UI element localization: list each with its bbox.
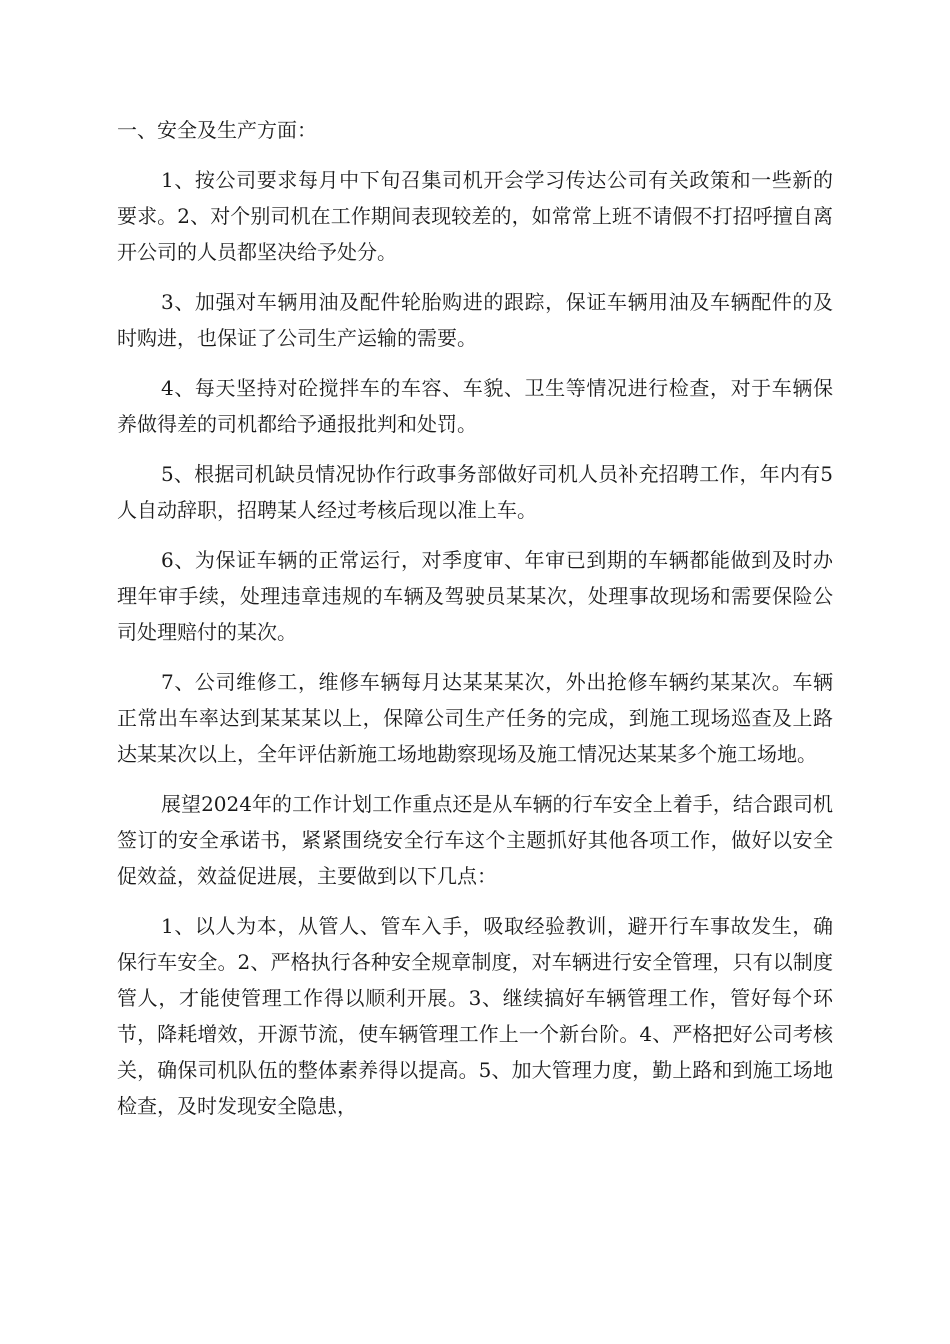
paragraph-1: 1、按公司要求每月中下旬召集司机开会学习传达公司有关政策和一些新的要求。2、对个别司机在工作期间表现较差的，如常常上班不请假不打招呼擅自离开公司的人员都坚决给予处分。 xyxy=(117,168,833,264)
paragraph-plan-points: 1、以人为本，从管人、管车入手，吸取经验教训，避开行车事故发生，确保行车安全。2、严格执行各种安全规章制度，对车辆进行安全管理，只有以制度管人，才能使管理工作得以顺利开展。3、继续搞好车辆管理工作，管好每个环节，降耗增效，开源节流，使车辆管理工作上一个新台阶。4、严格把好公司考核关，确保司机队伍的整体素养得以提高。5、加大管理力度，勤上路和到施工场地检查，及时发现安全隐患， xyxy=(117,914,833,1118)
paragraph-2: 3、加强对车辆用油及配件轮胎购进的跟踪，保证车辆用油及车辆配件的及时购进，也保证了公司生产运输的需要。 xyxy=(117,290,833,350)
paragraph-6: 7、公司维修工，维修车辆每月达某某某次，外出抢修车辆约某某次。车辆正常出车率达到某某某以上，保障公司生产任务的完成，到施工现场巡查及上路达某某次以上，全年评估新施工场地勘察现场及施工情况达某某多个施工场地。 xyxy=(117,670,833,766)
paragraph-outlook: 展望2024年的工作计划工作重点还是从车辆的行车安全上着手，结合跟司机签订的安全承诺书，紧紧围绕安全行车这个主题抓好其他各项工作，做好以安全促效益，效益促进展，主要做到以下几点： xyxy=(117,792,833,888)
section-heading: 一、安全及生产方面： xyxy=(117,118,317,142)
paragraph-3: 4、每天坚持对砼搅拌车的车容、车貌、卫生等情况进行检查，对于车辆保养做得差的司机都给予通报批判和处罚。 xyxy=(117,376,833,436)
paragraph-5: 6、为保证车辆的正常运行，对季度审、年审已到期的车辆都能做到及时办理年审手续，处理违章违规的车辆及驾驶员某某次，处理事故现场和需要保险公司处理赔付的某次。 xyxy=(117,548,833,644)
paragraph-4: 5、根据司机缺员情况协作行政事务部做好司机人员补充招聘工作，年内有5人自动辞职，招聘某人经过考核后现以准上车。 xyxy=(117,462,833,522)
document-body xyxy=(117,112,833,1124)
